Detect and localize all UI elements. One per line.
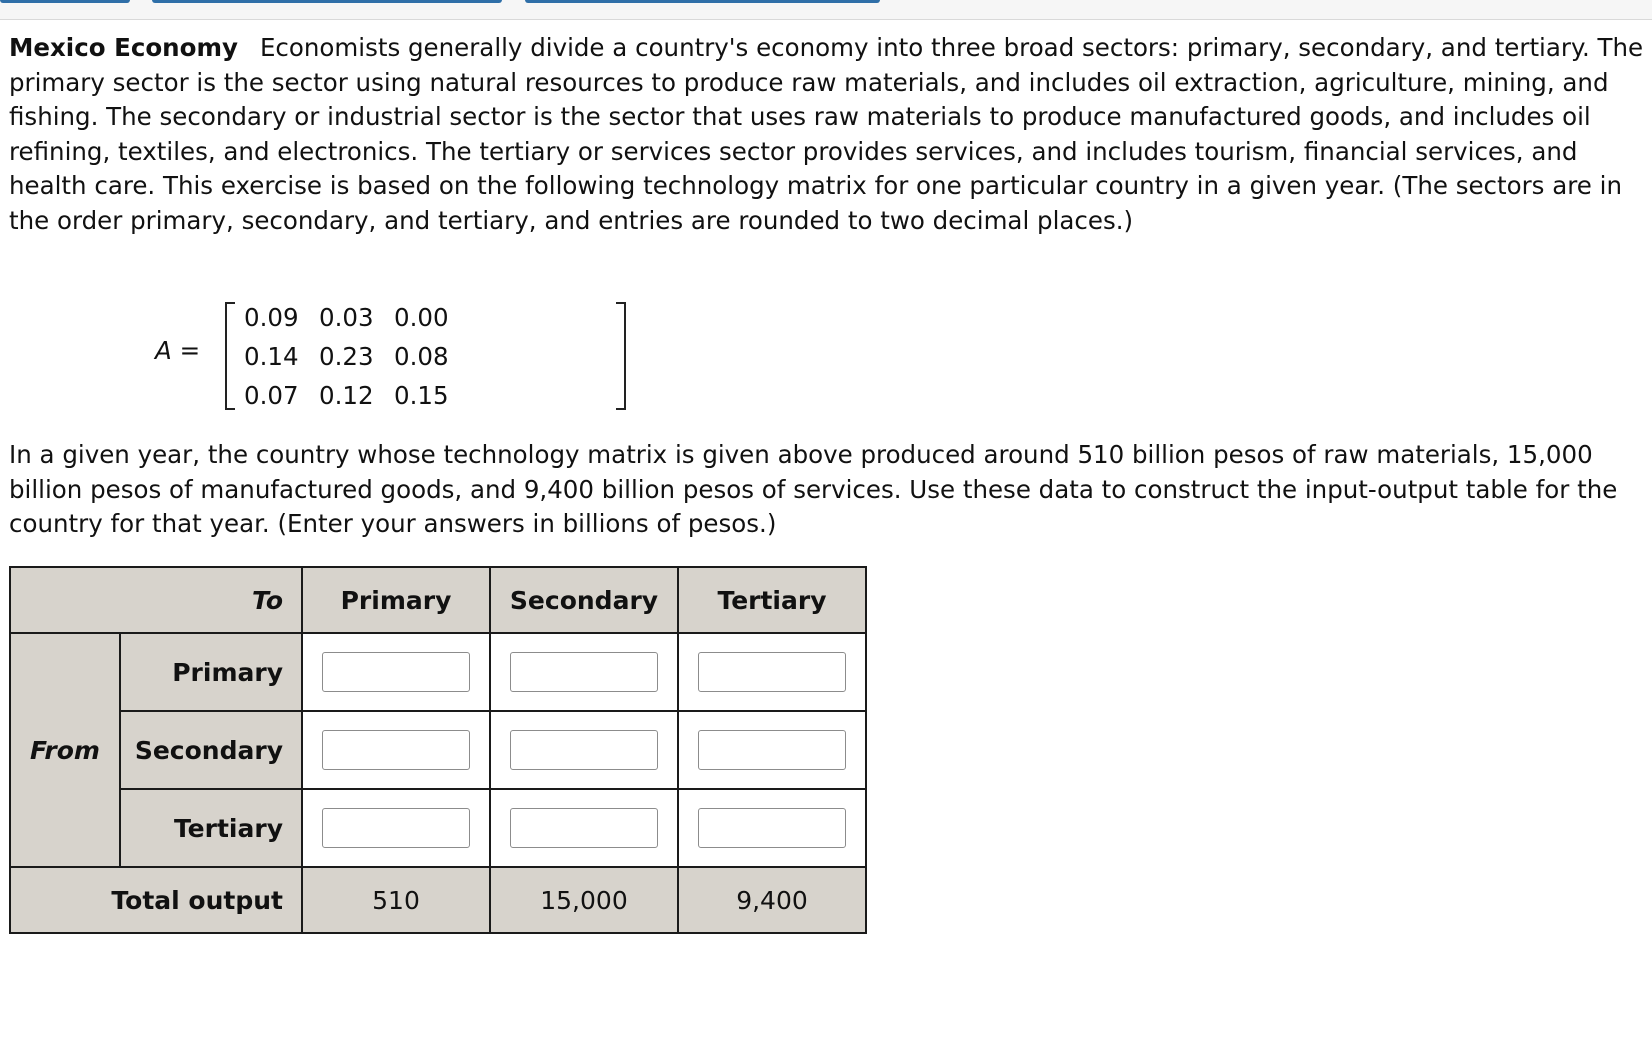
matrix-row xyxy=(244,376,469,415)
table-row-tertiary xyxy=(10,789,866,867)
table-total-row xyxy=(10,867,866,933)
total-output-label: Total output xyxy=(10,867,302,933)
answer-input-primary-to-tertiary[interactable] xyxy=(698,652,846,692)
matrix-left-bracket xyxy=(225,302,235,410)
column-header-primary: Primary xyxy=(302,567,490,633)
matrix-entries xyxy=(244,298,469,415)
answer-input-secondary-to-tertiary[interactable] xyxy=(698,730,846,770)
problem-intro-paragraph xyxy=(9,31,1644,238)
row-header-secondary: Secondary xyxy=(120,711,302,789)
table-header-row xyxy=(10,567,866,633)
total-output-tertiary: 9,400 xyxy=(678,867,866,933)
answer-cell xyxy=(302,633,490,711)
matrix-row xyxy=(244,337,469,376)
row-header-primary: Primary xyxy=(120,633,302,711)
from-header: From xyxy=(10,633,120,867)
toolbar-tab-3[interactable] xyxy=(525,0,880,3)
answer-input-secondary-to-secondary[interactable] xyxy=(510,730,658,770)
matrix-entry: 0.03 xyxy=(319,303,374,332)
answer-cell xyxy=(678,633,866,711)
top-toolbar xyxy=(0,0,1652,20)
row-header-tertiary: Tertiary xyxy=(120,789,302,867)
problem-title: Mexico Economy xyxy=(9,33,238,62)
toolbar-tab-1[interactable] xyxy=(0,0,130,3)
answer-cell xyxy=(678,789,866,867)
column-header-tertiary: Tertiary xyxy=(678,567,866,633)
matrix-entry: 0.08 xyxy=(394,342,449,371)
matrix-equals-sign: = xyxy=(179,336,201,365)
toolbar-tab-2[interactable] xyxy=(152,0,502,3)
matrix-row xyxy=(244,298,469,337)
answer-input-tertiary-to-tertiary[interactable] xyxy=(698,808,846,848)
answer-cell xyxy=(678,711,866,789)
matrix-label xyxy=(155,336,200,365)
matrix-entry: 0.14 xyxy=(244,342,299,371)
problem-intro-text: Economists generally divide a country's economy into three broad sectors: primary, secondary, and tertiary. The primary sector is the sector using natural resources to produce raw materials, and includes oil extraction, agriculture, mining, and fishing. The secondary or industrial sector is the sector that uses raw materials to produce manufactured goods, and includes oil refining, textiles, and electronics. The tertiary or services sector provides services, and includes tourism, financial services, and health care. This exercise is based on the following technology matrix for one particular country in a given year. (The sectors are in the order primary, secondary, and tertiary, and entries are rounded to two decimal places.) xyxy=(9,33,1644,235)
to-header: To xyxy=(10,567,302,633)
matrix-entry: 0.12 xyxy=(319,381,374,410)
answer-cell xyxy=(302,789,490,867)
answer-cell xyxy=(490,711,678,789)
matrix-entry: 0.23 xyxy=(319,342,374,371)
matrix-entry: 0.00 xyxy=(394,303,449,332)
input-output-table xyxy=(9,566,867,934)
matrix-entry: 0.15 xyxy=(394,381,449,410)
table-row-secondary xyxy=(10,711,866,789)
answer-input-tertiary-to-secondary[interactable] xyxy=(510,808,658,848)
answer-input-tertiary-to-primary[interactable] xyxy=(322,808,470,848)
table-row-primary xyxy=(10,633,866,711)
matrix-entry: 0.09 xyxy=(244,303,299,332)
column-header-secondary: Secondary xyxy=(490,567,678,633)
matrix-name: A xyxy=(155,336,172,365)
total-output-primary: 510 xyxy=(302,867,490,933)
matrix-entry: 0.07 xyxy=(244,381,299,410)
matrix-right-bracket xyxy=(616,302,626,410)
answer-input-secondary-to-primary[interactable] xyxy=(322,730,470,770)
answer-cell xyxy=(490,789,678,867)
answer-input-primary-to-primary[interactable] xyxy=(322,652,470,692)
answer-input-primary-to-secondary[interactable] xyxy=(510,652,658,692)
problem-instructions: In a given year, the country whose technology matrix is given above produced around 510 billion pesos of raw materials, 15,000 billion pesos of manufactured goods, and 9,400 billion pesos of services. Use these data to construct the input-output table for the country for that year. (Enter your answers in billions of pesos.) xyxy=(9,440,1618,538)
answer-cell xyxy=(302,711,490,789)
total-output-secondary: 15,000 xyxy=(490,867,678,933)
answer-cell xyxy=(490,633,678,711)
